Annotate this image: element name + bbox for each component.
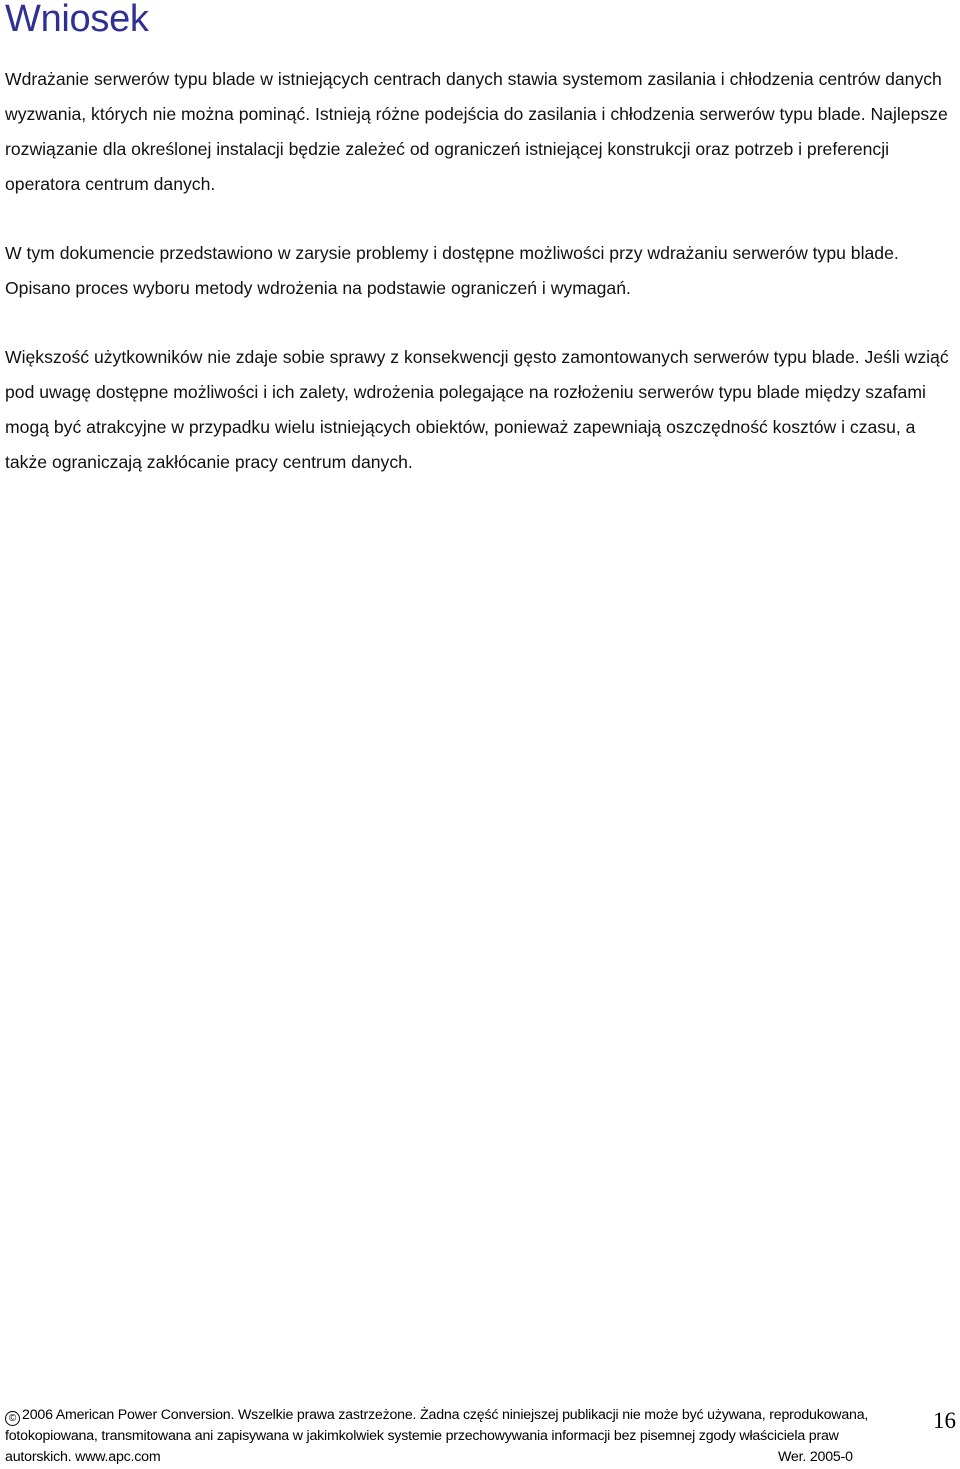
paragraph-document-scope: W tym dokumencie przedstawiono w zarysie problemy i dostępne możliwości przy wdrażaniu serwerów typu blade. Opisano proces wyboru metody wdrożenia na podstawie ograniczeń i wymagań. — [5, 243, 899, 298]
paragraph-summary: Wdrażanie serwerów typu blade w istniejących centrach danych stawia systemom zasilania i chłodzenia centrów danych wyzwania, których nie można pominąć. Istnieją różne podejścia do zasilania i chłodzenia serwerów typu blade. Najlepsze rozwiązanie dla określonej instalacji będzie zależeć od ograniczeń istniejącej konstrukcji oraz potrzeb i preferencji operatora centrum danych. — [5, 69, 948, 194]
page-number: 16 — [933, 1408, 956, 1433]
page-title: Wniosek — [5, 0, 149, 40]
page-footer — [5, 1405, 915, 1468]
copyright-icon: © — [5, 1411, 20, 1426]
footer-version: Wer. 2005-0 — [778, 1449, 853, 1465]
paragraph-recommendation: Większość użytkowników nie zdaje sobie sprawy z konsekwencji gęsto zamontowanych serwerów typu blade. Jeśli wziąć pod uwagę dostępne możliwości i ich zalety, wdrożenia polegające na rozłożeniu serwerów typu blade między szafami mogą być atrakcyjne w przypadku wielu istniejących obiektów, ponieważ zapewniają oszczędność kosztów i czasu, a także ograniczają zakłócanie pracy centrum danych. — [5, 347, 949, 472]
footer-line-1 — [5, 1405, 915, 1426]
footer-line-2: fotokopiowana, transmitowana ani zapisywana w jakimkolwiek systemie przechowywania informacji bez pisemnej zgody właściciela praw — [5, 1428, 839, 1444]
footer-line-3 — [5, 1447, 915, 1468]
footer-website-link[interactable]: www.apc.com — [75, 1449, 161, 1465]
footer-authors-text: autorskich. — [5, 1449, 72, 1465]
footer-copyright-text: 2006 American Power Conversion. Wszelkie prawa zastrzeżone. Żadna część niniejszej publikacji nie może być używana, reprodukowana, — [22, 1407, 869, 1423]
